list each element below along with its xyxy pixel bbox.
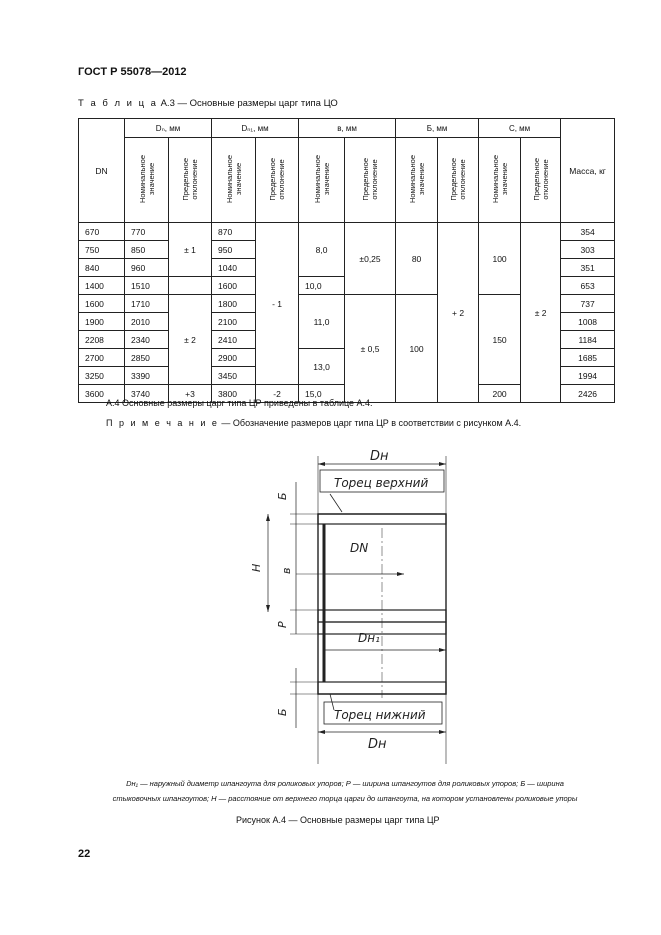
cell-v: 15,0 (299, 385, 345, 403)
note (106, 418, 521, 428)
flange-top (318, 514, 446, 524)
paragraph-a4: А.4 Основные размеры царг типа ЦР приведены в таблице А.4. (106, 398, 373, 408)
cell-dn: 670 (79, 223, 125, 241)
header-dn: DN (79, 119, 125, 223)
subheader-nominal-text: Номинальное значение (224, 154, 243, 203)
cell-mass: 1685 (561, 349, 615, 367)
cell-dh1: 2410 (212, 331, 256, 349)
cell-s: 100 (479, 223, 521, 295)
subheader-deviation (345, 138, 396, 223)
cell-dh1: 1600 (212, 277, 256, 295)
cell-mass: 2426 (561, 385, 615, 403)
subheader-deviation (256, 138, 299, 223)
table-caption-label: Т а б л и ц а (78, 98, 158, 109)
note-text: — Обозначение размеров царг типа ЦР в соответствии с рисунком А.4. (221, 418, 522, 428)
subheader-deviation (169, 138, 212, 223)
subheader-deviation (521, 138, 561, 223)
label-b-bottom: Б (276, 708, 289, 716)
page-number: 22 (78, 848, 91, 860)
figure-legend (80, 776, 610, 806)
table-caption (78, 98, 338, 109)
cell-dh1: 2900 (212, 349, 256, 367)
label-p: Р (276, 621, 289, 628)
subheader-nominal (212, 138, 256, 223)
cell-dn: 2208 (79, 331, 125, 349)
label-dn-inner: DN (350, 541, 369, 555)
subheader-nominal (396, 138, 438, 223)
subheader-deviation-text: Предельное отклонение (181, 157, 199, 201)
header-s: С, мм (479, 119, 561, 138)
cell-b: 100 (396, 295, 438, 403)
cell-dh1: 950 (212, 241, 256, 259)
cell-dn: 1400 (79, 277, 125, 295)
subheader-deviation-text: Предельное отклонение (531, 157, 550, 201)
header-b: Б, мм (396, 119, 479, 138)
cell-dh: 2850 (125, 349, 169, 367)
subheader-deviation-text: Предельное отклонение (268, 157, 287, 201)
cell-dh1: 870 (212, 223, 256, 241)
cell-mass: 1008 (561, 313, 615, 331)
label-dn-bottom: Dн (368, 737, 387, 752)
label-bottom-end: Торец нижний (334, 708, 426, 722)
cell-dh1: 3800 (212, 385, 256, 403)
cell-v: 8,0 (299, 223, 345, 277)
cell-dh1: 1800 (212, 295, 256, 313)
label-h: H (250, 563, 263, 572)
cell-dh: 1710 (125, 295, 169, 313)
note-label: П р и м е ч а н и е (106, 418, 219, 428)
cell-dh: 770 (125, 223, 169, 241)
cell-mass: 653 (561, 277, 615, 295)
cell-mass: 351 (561, 259, 615, 277)
cell-dh: 1510 (125, 277, 169, 295)
cell-b: 80 (396, 223, 438, 295)
cell-mass: 737 (561, 295, 615, 313)
subheader-nominal-text: Номинальное значение (137, 154, 156, 203)
subheader-nominal (479, 138, 521, 223)
label-top-end: Торец верхний (334, 476, 429, 490)
cell-dh1: 2100 (212, 313, 256, 331)
cell-dh-deviation: +3 (169, 385, 212, 403)
document-code: ГОСТ Р 55078—2012 (78, 66, 187, 78)
subheader-nominal-text: Номинальное значение (490, 154, 509, 203)
cell-dn: 1900 (79, 313, 125, 331)
table-row (79, 223, 615, 241)
cell-dn: 2700 (79, 349, 125, 367)
header-mass: Масса, кг (561, 119, 615, 223)
cell-mass: 354 (561, 223, 615, 241)
header-v: в, мм (299, 119, 396, 138)
label-v: в (280, 567, 293, 574)
cell-dh: 2010 (125, 313, 169, 331)
cell-dh1: 3450 (212, 367, 256, 385)
cell-mass: 1994 (561, 367, 615, 385)
label-b-top: Б (276, 492, 289, 500)
subheader-nominal (299, 138, 345, 223)
cell-dn: 840 (79, 259, 125, 277)
cell-dn: 750 (79, 241, 125, 259)
cell-v: 11,0 (299, 295, 345, 349)
cell-dn: 3250 (79, 367, 125, 385)
cell-dh: 960 (125, 259, 169, 277)
header-dn-h1: Dₙ₁, мм (212, 119, 299, 138)
cell-v-deviation: ±0,25 (345, 223, 396, 295)
cell-dh-deviation: ± 2 (169, 295, 212, 385)
cell-mass: 1184 (561, 331, 615, 349)
cell-dh1: 1040 (212, 259, 256, 277)
label-dn1: Dн₁ (358, 631, 380, 645)
cell-v-deviation: ± 0,5 (345, 295, 396, 403)
subheader-nominal-text: Номинальное значение (312, 154, 331, 203)
label-dn-top: Dн (370, 449, 389, 464)
subheader-deviation-text: Предельное отклонение (449, 157, 468, 201)
cell-dh1-deviation: -2 (256, 385, 299, 403)
cell-dh: 3740 (125, 385, 169, 403)
dimensions-table (78, 118, 615, 403)
figure-a4-drawing (230, 438, 470, 768)
cell-s: 200 (479, 385, 521, 403)
cell-b-deviation: + 2 (438, 223, 479, 403)
cell-v: 10,0 (299, 277, 345, 295)
subheader-nominal-text: Номинальное значение (407, 154, 426, 203)
cell-dh: 2340 (125, 331, 169, 349)
legend-line-1: Dн₁ — наружный диаметр шпангоута для роликовых упоров; Р — ширина шпангоутов для роликовых упоров; Б — ширина (126, 779, 564, 788)
subheader-deviation (438, 138, 479, 223)
header-dn-h: Dₙ, мм (125, 119, 212, 138)
cell-dh: 3390 (125, 367, 169, 385)
cell-dh: 850 (125, 241, 169, 259)
subheader-nominal (125, 138, 169, 223)
cell-mass: 303 (561, 241, 615, 259)
cell-dn: 1600 (79, 295, 125, 313)
cell-v: 13,0 (299, 349, 345, 385)
cell-s: 150 (479, 295, 521, 385)
figure-caption: Рисунок А.4 — Основные размеры царг типа ЦР (236, 815, 440, 825)
legend-line-2: стыковочных шпангоутов; H — расстояние от верхнего торца царги до шпангоута, на котором установлены роликовые упоры (112, 794, 578, 803)
cell-dh1-deviation: - 1 (256, 223, 299, 385)
cell-dn: 3600 (79, 385, 125, 403)
subheader-deviation-text: Предельное отклонение (361, 157, 380, 201)
cell-dh-deviation: ± 1 (169, 223, 212, 277)
cell-s-deviation: ± 2 (521, 223, 561, 403)
table-caption-text: А.3 — Основные размеры царг типа ЦО (160, 98, 338, 109)
